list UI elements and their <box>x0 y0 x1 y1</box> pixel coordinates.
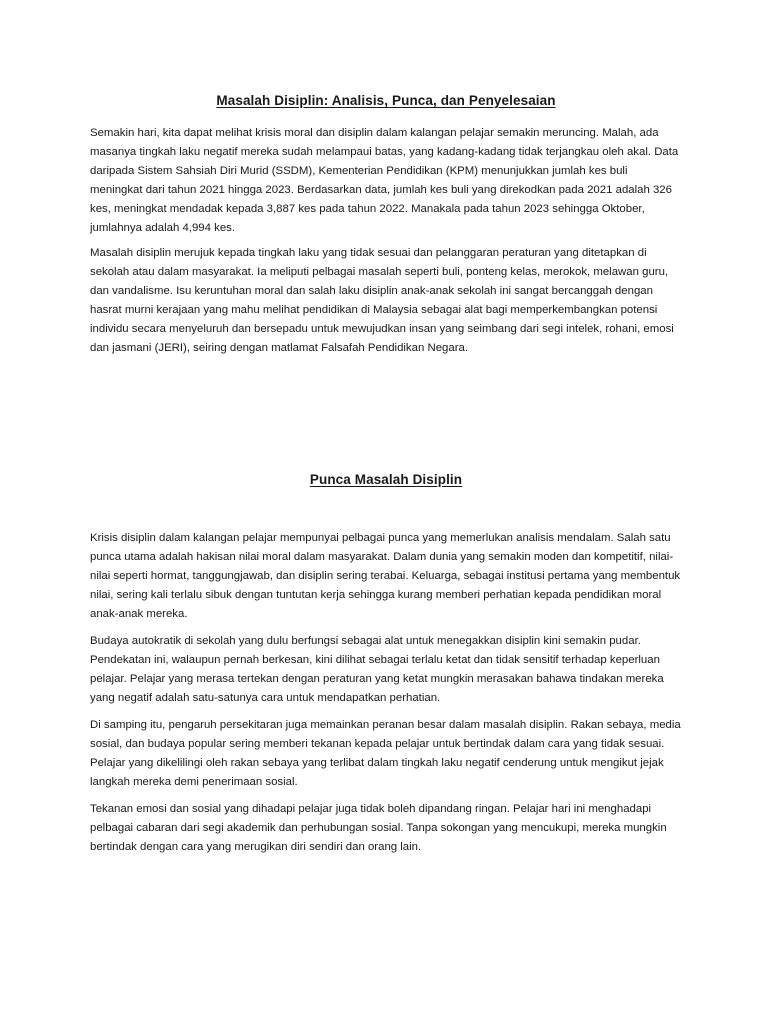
paragraph-tekanan-emosi: Tekanan emosi dan sosial yang dihadapi pelajar juga tidak boleh dipandang ringan. Pelajar hari ini menghadapi pelbagai cabaran dari segi akademik dan perhubungan sosial. Tanpa sokongan yang mencukupi, mereka mungkin bertindak dengan cara yang merugikan diri sendiri dan orang lain. <box>90 803 667 853</box>
paragraph-definisi-disiplin: Masalah disiplin merujuk kepada tingkah laku yang tidak sesuai dan pelanggaran peraturan yang ditetapkan di sekolah atau dalam masyarakat. Ia meliputi pelbagai masalah seperti buli, ponteng kelas, merokok, melawan guru, dan vandalisme. Isu keruntuhan moral dan salah laku disiplin anak-anak sekolah ini sangat bercanggah dengan hasrat murni kerajaan yang mahu melihat pendidikan di Malaysia sebagai alat bagi memperkembangkan potensi individu secara menyeluruh dan bersepadu untuk mewujudkan insan yang seimbang dari segi intelek, rohani, emosi dan jasmani (JERI), seiring dengan matlamat Falsafah Pendidikan Negara. <box>90 247 674 354</box>
section-title-masalah-disiplin: Masalah Disiplin: Analisis, Punca, dan Penyelesaian <box>216 93 556 108</box>
paragraph-hakisan-nilai: Krisis disiplin dalam kalangan pelajar mempunyai pelbagai punca yang memerlukan analisis mendalam. Salah satu punca utama adalah hakisan nilai moral dalam masyarakat. Dalam dunia yang semakin moden dan kompetitif, nilai-nilai seperti hormat, tanggungjawab, dan disiplin sering terabai. Keluarga, sebagai institusi pertama yang membentuk nilai, sering kali terlalu sibuk dengan tuntutan kerja sehingga kurang memberi perhatian kepada pendidikan moral anak-anak mereka. <box>90 532 681 620</box>
paragraph-budaya-autokratik: Budaya autokratik di sekolah yang dulu berfungsi sebagai alat untuk menegakkan disiplin kini semakin pudar. Pendekatan ini, walaupun pernah berkesan, kini dilihat sebagai terlalu ketat dan tidak sensitif terhadap keperluan pelajar. Pelajar yang merasa tertekan dengan peraturan yang ketat mungkin merasakan bahawa tindakan mereka yang negatif adalah satu-satunya cara untuk mendapatkan perhatian. <box>90 635 664 704</box>
paragraph-krisis-moral: Semakin hari, kita dapat melihat krisis moral dan disiplin dalam kalangan pelajar semakin meruncing. Malah, ada masanya tingkah laku negatif mereka sudah melampaui batas, yang kadang-kadang tidak terjangkau oleh akal. Data daripada Sistem Sahsiah Diri Murid (SSDM), Kementerian Pendidikan (KPM) menunjukkan jumlah kes buli meningkat dari tahun 2021 hingga 2023. Berdasarkan data, jumlah kes buli yang direkodkan pada 2021 adalah 326 kes, meningkat mendadak kepada 3,887 kes pada tahun 2022. Manakala pada tahun 2023 sehingga Oktober, jumlahnya adalah 4,994 kes. <box>90 127 679 234</box>
paragraph-pengaruh-persekitaran: Di samping itu, pengaruh persekitaran juga memainkan peranan besar dalam masalah disiplin. Rakan sebaya, media sosial, dan budaya popular sering memberi tekanan kepada pelajar untuk bertindak dalam cara yang tidak sesuai. Pelajar yang dikelilingi oleh rakan sebaya yang terlibat dalam tingkah laku negatif cenderung untuk mengikut jejak langkah mereka demi penerimaan sosial. <box>90 719 681 788</box>
section-title-punca: Punca Masalah Disiplin <box>309 472 463 487</box>
